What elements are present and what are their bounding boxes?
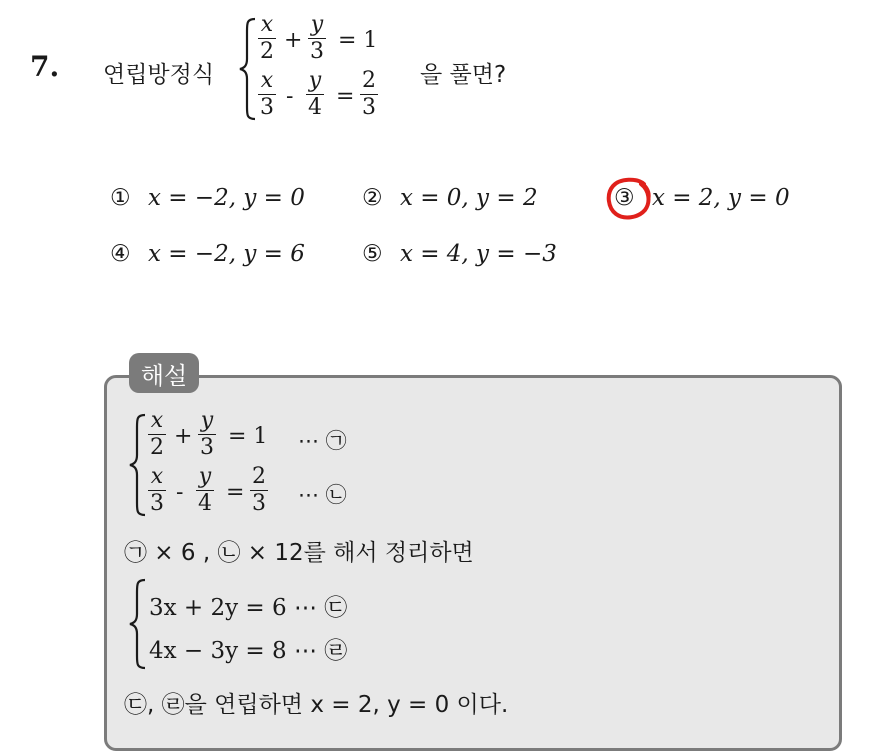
choice-1[interactable]	[110, 185, 305, 211]
question-lead: 연립방정식	[103, 62, 215, 88]
choice-4-text: x = −2, y = 6	[147, 241, 305, 267]
q-eq1-op: +	[284, 28, 303, 53]
choice-5[interactable]	[362, 241, 557, 267]
question-number: 7.	[30, 50, 60, 83]
solution-sys2-line1: 3x + 2y = 6 ⋯ ㉢	[149, 595, 348, 621]
solution-tag: 해설	[129, 353, 199, 393]
s-eq2-eq: =	[226, 480, 245, 505]
q-eq2-frac-b: y 4	[308, 68, 322, 120]
s-eq1-frac-a: x 2	[150, 408, 164, 460]
s-eq2-frac-b: y 4	[198, 464, 212, 516]
s-eq1-op: +	[174, 424, 193, 449]
q-eq2-eq: =	[336, 84, 355, 109]
q-eq1-rhs: = 1	[338, 28, 378, 53]
q-eq2-frac-a: x 3	[260, 68, 274, 120]
question-tail: 을 풀면?	[420, 62, 507, 88]
s-eq1-tag: ⋯ ㉠	[298, 429, 347, 453]
q-eq2-frac-r: 2 3	[362, 68, 376, 120]
choice-4-mark: ④	[110, 241, 131, 267]
choice-2-mark: ②	[362, 185, 383, 211]
choice-2-text: x = 0, y = 2	[399, 185, 538, 211]
choice-3-mark: ③	[614, 185, 635, 211]
solution-brace-1	[128, 413, 148, 517]
solution-brace-2	[128, 578, 148, 670]
choice-1-text: x = −2, y = 0	[147, 185, 305, 211]
system-brace	[238, 17, 258, 121]
solution-conclusion: ㉢, ㉣을 연립하면 x = 2, y = 0 이다.	[124, 692, 509, 718]
solution-step-line: ㉠ × 6 , ㉡ × 12를 해서 정리하면	[124, 540, 474, 566]
s-eq1-frac-b: y 3	[200, 408, 214, 460]
choice-5-text: x = 4, y = −3	[399, 241, 557, 267]
choice-1-mark: ①	[110, 185, 131, 211]
s-eq2-tag: ⋯ ㉡	[298, 483, 347, 507]
choice-4[interactable]	[110, 241, 305, 267]
s-eq2-op: -	[176, 480, 184, 505]
s-eq2-frac-r: 2 3	[252, 464, 266, 516]
answer-circle-mark	[604, 176, 654, 222]
choice-5-mark: ⑤	[362, 241, 383, 267]
q-eq1-frac-b: y 3	[310, 12, 324, 64]
s-eq1-rhs: = 1	[228, 424, 268, 449]
choice-3-text: x = 2, y = 0	[651, 185, 790, 211]
choice-2[interactable]	[362, 185, 538, 211]
q-eq2-op: -	[286, 84, 294, 109]
q-eq1-frac-a: x 2	[260, 12, 274, 64]
s-eq2-frac-a: x 3	[150, 464, 164, 516]
solution-sys2-line2: 4x − 3y = 8 ⋯ ㉣	[149, 638, 348, 664]
